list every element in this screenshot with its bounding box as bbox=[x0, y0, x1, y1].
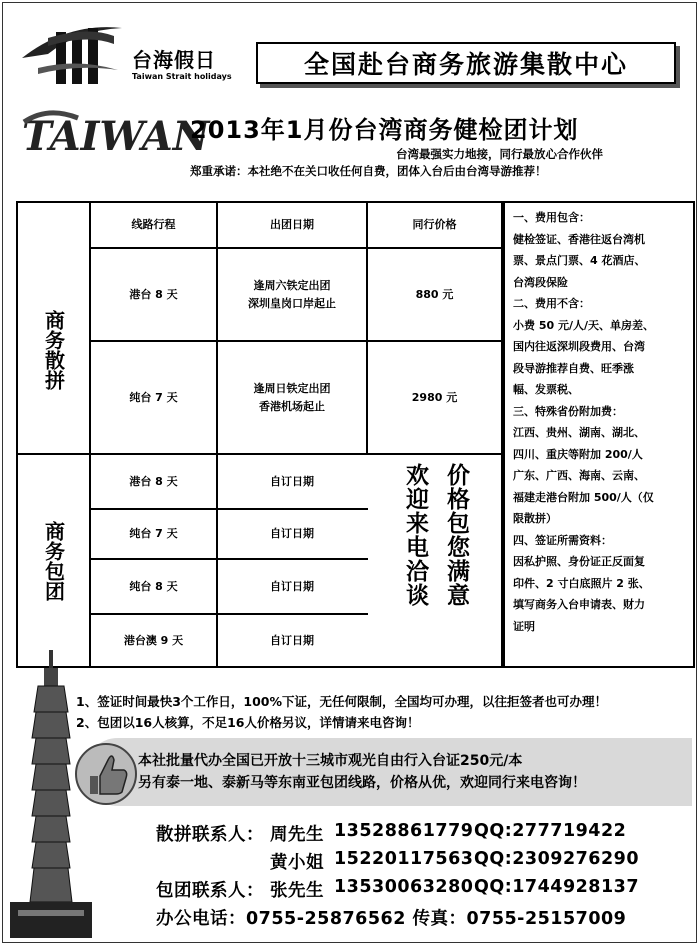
brand-name-en: Taiwan Strait holidays bbox=[132, 72, 232, 81]
promise-text: 郑重承诺：本社绝不在关口收任何自费，团体入台后由台湾导游推荐！ bbox=[190, 164, 547, 178]
route-cell: 港台 8 天 bbox=[129, 287, 178, 301]
contact-name: 周先生 bbox=[270, 825, 324, 845]
contact-qq: QQ:277719422 bbox=[474, 821, 627, 841]
info-line: 因私护照、身份证正反面复 bbox=[513, 555, 645, 568]
date-line: 逢周日铁定出团 bbox=[253, 381, 331, 395]
header-price: 同行价格 bbox=[412, 218, 457, 231]
price-cell: 880 元 bbox=[415, 287, 454, 301]
price-cell: 2980 元 bbox=[411, 390, 458, 404]
promo-line: 本社批量代办全国已开放十三城市观光自由行入台证250元/本 bbox=[138, 753, 523, 769]
info-line: 印件、2 寸白底照片 2 张、 bbox=[513, 576, 650, 590]
info-line: 四、签证所需资料： bbox=[513, 533, 612, 547]
route-cell: 纯台 8 天 bbox=[129, 579, 178, 593]
contact-qq: QQ:2309276290 bbox=[474, 849, 640, 869]
center-title: 全国赴台商务旅游集散中心 bbox=[256, 42, 676, 84]
info-line: 幅、发票税、 bbox=[513, 383, 579, 396]
contact-phone: 13528861779 bbox=[334, 821, 474, 841]
info-line: 二、费用不含： bbox=[513, 297, 590, 310]
route-cell: 港台澳 9 天 bbox=[123, 633, 184, 647]
info-line: 福建走港台附加 500/人（仅 bbox=[513, 490, 654, 504]
contact-name: 张先生 bbox=[270, 881, 324, 901]
info-line: 限散拼） bbox=[513, 512, 557, 525]
fee-info-panel bbox=[503, 201, 695, 668]
page-title: 2013年1月份台湾商务健检团计划 bbox=[190, 116, 579, 144]
contact-name: 黄小姐 bbox=[270, 853, 324, 873]
office-contact: 办公电话：0755-25876562 传真：0755-25157009 bbox=[156, 909, 627, 929]
category-sanpin: 商务散拼 bbox=[41, 310, 66, 390]
info-line: 广东、广西、海南、云南、 bbox=[513, 469, 645, 482]
date-cell: 自订日期 bbox=[270, 474, 314, 488]
info-line: 三、特殊省份附加费： bbox=[513, 404, 623, 418]
note-group: 2、包团以16人核算，不足16人价格另议，详情请来电咨询！ bbox=[76, 715, 420, 730]
route-cell: 港台 8 天 bbox=[129, 474, 178, 488]
info-line: 健检签证、香港往返台湾机 bbox=[513, 232, 645, 246]
header-route: 线路行程 bbox=[131, 218, 176, 231]
info-line: 票、景点门票、4 花酒店、 bbox=[513, 254, 646, 267]
promo-line: 另有泰一地、泰新马等东南亚包团线路，价格从优，欢迎同行来电咨询！ bbox=[138, 775, 586, 791]
itinerary-table bbox=[16, 201, 503, 668]
sanpin-contact-label: 散拼联系人： bbox=[156, 825, 264, 845]
info-line: 台湾段保险 bbox=[513, 275, 568, 289]
info-line: 一、费用包含： bbox=[513, 211, 590, 224]
header-date: 出团日期 bbox=[270, 218, 314, 231]
date-line: 香港机场起止 bbox=[259, 399, 325, 413]
date-cell: 自订日期 bbox=[270, 527, 314, 540]
info-line: 证明 bbox=[513, 619, 535, 633]
price-promise-text: 价格包您满意 bbox=[443, 463, 469, 607]
contact-qq: QQ:1744928137 bbox=[474, 877, 640, 897]
slogan: 台湾最强实力地接，同行最放心合作伙伴 bbox=[396, 147, 603, 161]
date-cell: 自订日期 bbox=[270, 633, 314, 647]
category-baotuan: 商务包团 bbox=[41, 520, 66, 601]
taiwan-brush-logo bbox=[18, 98, 210, 168]
promo-text bbox=[138, 750, 586, 794]
date-cell bbox=[218, 249, 366, 340]
info-line: 小费 50 元/人/天、单房差、 bbox=[513, 318, 655, 332]
info-line: 江西、贵州、湖南、湖北、 bbox=[513, 426, 645, 439]
date-line: 逢周六铁定出团 bbox=[253, 278, 331, 292]
route-cell: 纯台 7 天 bbox=[129, 527, 178, 540]
taiwan-brush-text: TAIWAN bbox=[22, 113, 210, 160]
note-visa: 1、签证时间最快3个工作日，100%下证，无任何限制，全国均可办理，以往拒签者也可办理！ bbox=[76, 694, 608, 709]
date-cell: 自订日期 bbox=[270, 579, 314, 593]
date-line: 深圳皇岗口岸起止 bbox=[248, 296, 336, 310]
contact-phone: 15220117563 bbox=[334, 849, 474, 869]
info-line: 四川、重庆等附加 200/人 bbox=[513, 447, 643, 461]
route-cell: 纯台 7 天 bbox=[129, 390, 178, 404]
contact-phone: 13530063280 bbox=[334, 877, 474, 897]
info-line: 国内往返深圳段费用、台湾 bbox=[513, 340, 645, 353]
info-line: 段导游推荐自费、旺季涨 bbox=[513, 361, 634, 375]
baotuan-contact-label: 包团联系人： bbox=[156, 881, 264, 901]
thumbs-up-icon bbox=[74, 736, 138, 808]
company-logo-icon bbox=[18, 18, 126, 88]
date-cell bbox=[218, 342, 366, 453]
brand-name-cn: 台海假日 bbox=[132, 48, 216, 72]
info-line: 填写商务入台申请表、财力 bbox=[513, 598, 645, 611]
welcome-text: 欢迎来电洽谈 bbox=[402, 463, 428, 607]
